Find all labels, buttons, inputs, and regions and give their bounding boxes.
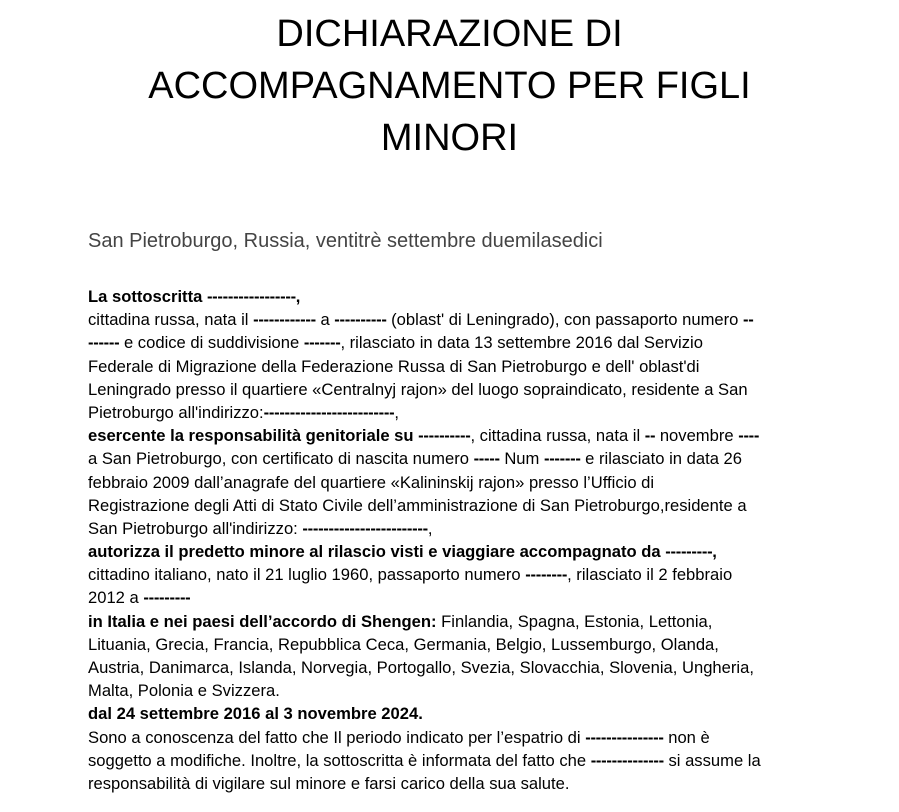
text-line [88, 540, 818, 563]
text-segment: Finlandia, Spagna, Estonia, Lettonia, [436, 611, 713, 631]
text-line [88, 563, 818, 586]
text-segment: a [315, 310, 335, 330]
bold-text: in Italia e nei paesi dell’accordo di Shengen: [88, 611, 437, 631]
blank-placeholder: -------- [525, 565, 568, 585]
blank-placeholder: ------------------------- [263, 402, 395, 422]
blank-placeholder: -- [743, 310, 754, 330]
blank-placeholder: ---------, [665, 542, 717, 562]
text-line [88, 726, 818, 749]
title-line: ACCOMPAGNAMENTO PER FIGLI [148, 65, 751, 107]
text-line [88, 679, 818, 702]
text-line [88, 447, 818, 470]
place-and-date: San Pietroburgo, Russia, ventitrè settembre duemilasedici [88, 230, 603, 252]
text-line [88, 749, 818, 772]
text-segment: soggetto a modifiche. Inoltre, la sottoscritta è informata del fatto che [88, 750, 591, 770]
text-line [88, 285, 818, 308]
text-segment: a San Pietroburgo, con certificato di nascita numero [88, 449, 474, 469]
declaration-body [88, 285, 818, 795]
text-line [88, 424, 818, 447]
text-segment: e rilasciato in data 26 [580, 449, 742, 469]
title-line: MINORI [380, 117, 519, 159]
blank-placeholder: ---- [738, 426, 760, 446]
blank-placeholder: ------- [303, 333, 341, 353]
text-segment: si assume la [663, 750, 761, 770]
text-line [88, 517, 818, 540]
blank-placeholder: ------------------------ [302, 518, 428, 538]
text-line [88, 610, 818, 633]
text-segment: Lituania, Grecia, Francia, Repubblica Ceca, Germania, Belgio, Lussemburgo, Olanda, [88, 634, 719, 654]
text-segment: cittadino italiano, nato il 21 luglio 1960, passaporto numero [88, 565, 526, 585]
blank-placeholder: -----------------, [206, 287, 301, 306]
text-segment: (oblast' di Leningrado), con passaporto numero [386, 310, 744, 330]
text-line [88, 308, 818, 331]
text-segment: Registrazione degli Atti di Stato Civile dell’amministrazione di San Pietroburgo,residente a [88, 495, 747, 515]
text-segment: Num [499, 449, 544, 469]
blank-placeholder: ------------ [253, 310, 316, 330]
title-line: DICHIARAZIONE DI [276, 13, 623, 55]
text-segment: , rilasciato in data 13 settembre 2016 dal Servizio [340, 333, 703, 353]
bold-text: autorizza il predetto minore al rilascio visti e viaggiare accompagnato da [88, 542, 666, 562]
text-line [88, 586, 818, 609]
blank-placeholder: ----- [473, 449, 500, 469]
bold-text: La sottoscritta [88, 287, 207, 306]
text-line [88, 702, 818, 725]
text-segment: , cittadina russa, nata il [470, 426, 645, 446]
text-segment: Pietroburgo all'indirizzo: [88, 402, 264, 422]
text-segment: novembre [655, 426, 739, 446]
bold-text: dal 24 settembre 2016 al 3 novembre 2024. [88, 704, 423, 724]
text-line [88, 331, 818, 354]
text-segment: , [394, 402, 399, 422]
text-line [88, 772, 818, 795]
text-segment: , rilasciato il 2 febbraio [567, 565, 733, 585]
text-segment: febbraio 2009 dall’anagrafe del quartiere «Kalininskij rajon» presso l’Ufficio di [88, 472, 655, 492]
text-segment: cittadina russa, nata il [88, 310, 254, 330]
text-segment: e codice di suddivisione [119, 333, 304, 353]
blank-placeholder: -- [644, 426, 656, 446]
blank-placeholder: -------------- [590, 750, 664, 770]
text-line [88, 494, 818, 517]
text-segment: Leningrado presso il quartiere «Centralnyj rajon» del luogo sopraindicato, residente a San [88, 379, 748, 399]
blank-placeholder: ------- [543, 449, 581, 469]
document-title [0, 8, 899, 164]
text-line [88, 401, 818, 424]
text-line [88, 378, 818, 401]
blank-placeholder: --------- [143, 588, 191, 608]
blank-placeholder: ---------- [418, 426, 471, 446]
text-segment: Federale di Migrazione della Federazione Russa di San Pietroburgo e dell' oblast'di [88, 356, 700, 376]
text-segment: , [427, 518, 433, 538]
text-segment: responsabilità di vigilare sul minore e farsi carico della sua salute. [88, 773, 570, 793]
text-line [88, 633, 818, 656]
text-segment: Austria, Danimarca, Islanda, Norvegia, Portogallo, Svezia, Slovacchia, Slovenia, Ungheria, [88, 658, 754, 677]
text-segment: Sono a conoscenza del fatto che Il periodo indicato per l’espatrio di [88, 727, 586, 747]
bold-text: esercente la responsabilità genitoriale su [88, 426, 419, 446]
text-line [88, 355, 818, 378]
blank-placeholder: ---------- [334, 310, 387, 330]
text-segment: San Pietroburgo all'indirizzo: [88, 518, 303, 538]
text-segment: non è [663, 727, 710, 747]
text-segment: 2012 a [88, 588, 144, 608]
text-line [88, 471, 818, 494]
text-segment: Malta, Polonia e Svizzera. [88, 681, 280, 701]
blank-placeholder: ------ [88, 333, 120, 353]
blank-placeholder: --------------- [585, 727, 664, 747]
text-line [88, 656, 818, 679]
